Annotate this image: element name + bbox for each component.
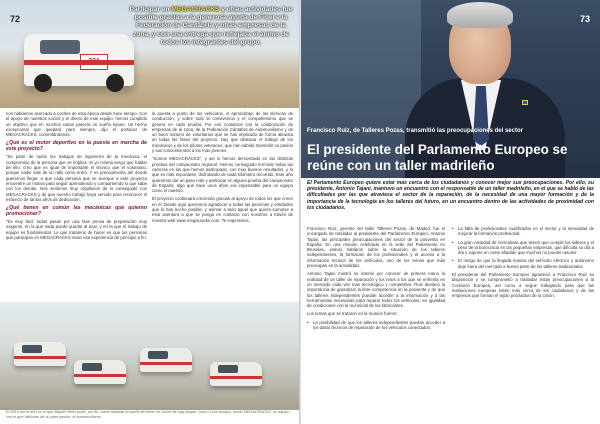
rally-car-photo [0,0,299,108]
right-page [301,0,600,424]
rally-car-3 [140,348,192,372]
photo-caption: El 2014 fue el año en el que Miguel Vélez pudo, por fin, hacer realidad el sueño de tener un coche de rally propio. Junto a sus amigos, fundó MEGACRACKS, un equipo con el que disfrutan de su gran pasión: el automovilismo. [6,410,290,419]
body-paragraph: la puesta a punto de los vehículos, el aprendizaje de las técnicas de conducción, y sobre todo la convivencia y el compañerismo que se genera en cada prueba. Por eso contamos con la colaboración de empresas de la zona, de la Federación Cántabra de Automovilismo y de un buen número de voluntarios que se han implicado de forma altruista en todas las fases del proyecto. Hay que destacar el trabajo de los mecánicos y de los pilotos veteranos, que han sabido transmitir su pasión y sus conocimientos a los más jóvenes. [152,111,293,154]
page-number-right: 73 [579,14,590,24]
photo-overlay-quote [128,6,294,47]
overlay-line-1: Participar en [129,6,172,13]
left-column-2 [152,111,293,226]
rally-car-2 [74,360,126,384]
body-paragraph: "Es muy fácil: todas pasan por una fase previa de preparación muy exigente, en la que nada puede quedar al azar, y en la que el trabajo de equipo es fundamental. Lo que tratamos de hacer es que las personas que participan en MEGACRACKS vivan esa experiencia de principio a fin. [6,219,147,241]
rally-team-photo [0,302,299,410]
right-column-1 [307,226,445,333]
interview-question: ¿Qué es el motor deportivo en la puesta en marcha de este proyecto? [6,140,147,153]
bullet-item: • El riesgo de que la llegada masiva del vehículo eléctrico y autónomo deje fuera del mercado a buena parte de los talleres tradicionales. [452,258,594,269]
overlay-line-2: y otras actividades fue posible gracias a la generosa ayuda de Fidel e la Federación de Cantabria y otras empresas de la zona, y con una entrega que reflejaba el ánimo de todos los integrantes del grupo. [133,6,293,46]
rally-car-1 [14,342,66,366]
left-page [0,0,299,424]
right-column-2 [452,226,594,302]
bullet-item: • La falta de profesionales cualificados en el sector y la necesidad de mejorar la formación profesional. [452,226,594,237]
car-stripe [24,60,134,65]
body-paragraph: Francisco Ruiz, gerente del taller Talleres Pozas, de Madrid, fue el encargado de trasladar al presidente del Parlamento Europeo, Antonio Tajani, las principales preocupaciones del sector de la posventa en España. En una reunión celebrada en la sede del Parlamento en Bruselas, ambos hablaron sobre la situación de los talleres independientes, la formación de los profesionales y el acceso a la información técnica de los vehículos, uno de los temas que más preocupan en la actualidad. [307,226,445,269]
body-paragraph: "Se parte de todos los trabajos de ingeniería de la mecánica, el compromiso de la persona que se implica. Si yo misma tengo que hablar de ello, creo que es igual de importante el técnico que el voluntario, porque nadie sale de un rally como entró. Y es precisamente ahí donde queremos llegar, a que cada persona que se acerque a este proyecto encuentre un motivo para seguir aprendiendo y compartiendo lo que sabe con los demás. Nos sentimos muy orgullosos de lo conseguido con MEGACRACKS y de que nuestro trabajo haya servido para reconocer el esfuerzo de tantos años de dedicación. [6,154,147,202]
body-paragraph: Antonio Tajani mostró su interés por conocer de primera mano la realidad de un taller de reparación y los retos a los que se enfrenta en un mercado cada vez más tecnológico y competitivo. Ruiz destacó la importancia de garantizar la libre competencia en la posventa y de que los talleres independientes puedan acceder a la información y a las herramientas necesarias para reparar todos los vehículos, en igualdad de condiciones con la red oficial de los fabricantes. [307,271,445,309]
body-paragraph: El proyecto continuará creciendo gracias al apoyo de todos los que creen en él. Desde aquí queremos agradecer a todas las personas y entidades que lo han hecho posible, y animar a todo aquel que quiera sumarse a esta aventura a que se ponga en contacto con nosotros a través de nuestra web www.megacracks.com. Te esperamos. [152,196,293,223]
overlay-brand: MEGACRACKS [171,6,220,13]
rally-car-4 [210,362,262,386]
body-paragraph: Los temas que se trataron en la reunión fueron: [307,311,398,317]
article-lead: El Parlamento Europeo quiere estar más cerca de los ciudadanos y conocer mejor sus preocupaciones. Por ello, su presidente, Antonio Tajani, mantuvo un encuentro con el responsable de un taller madrileño, en el que se habló de las dificultades por las que atraviesa el sector de la reparación, de la necesidad de una mayor formación y de la importancia de la tecnología en los talleres del futuro, en un encuentro dentro de las actividades de proximidad con los ciudadanos. [307,180,594,211]
hair [447,2,513,28]
car-wheel [34,74,52,92]
eu-pin-icon [522,100,528,105]
bullet-item: • La posibilidad de que los talleres independientes puedan acceder a los datos técnicos de reparación de los vehículos conectados. [307,320,445,331]
page-number-left: 72 [10,14,21,24]
interview-question: ¿Qué tienen en común las mecánicas que quieren promocionar? [6,205,147,218]
article-kicker: Francisco Ruiz, de Talleres Pozas, transmitió las preocupaciones del sector [307,128,523,134]
article-title: El presidente del Parlamento Europeo se reúne con un taller madrileño [307,142,568,173]
body-paragraph: El presidente del Parlamento Europeo agradeció a Francisco Ruiz su disposición y se comprometió a trasladar estas preocupaciones a la Comisión Europea, así como a seguir trabajando para que las instituciones europeas estén más cerca de los ciudadanos y de las empresas que forman el tejido productivo de la Unión. [452,272,594,299]
body-paragraph: "Somos MEGACRACKS", y así lo hemos demostrado en las distintas pruebas del campeonato regional. Hemos conseguido terminar todas las carreras en las que hemos participado, con muy buenos resultados, y lo que es más importante, disfrutando de cada kilómetro recorrido. Este año queremos dar un paso más y participar en alguna prueba del campeonato de España, algo que hace unos años era impensable para un equipo como el nuestro. [152,156,293,194]
car-wheel [106,74,124,92]
body-paragraph: nos habíamos acercado a coches de esta época desde hace tiempo. Con el apoyo de nuestros socios y el dinero de este equipo, hemos cumplido un objetivo que en muchos casos parecía un sueño lejano. Un hecho excepcional que quedará para siempre, dijo el portavoz de MEGACRACKS, comentándonos. [6,111,147,138]
bullet-item: • La gran cantidad de normativas que tienen que cumplir los talleres y el peso de la burocracia en las pequeñas empresas, que dificulta su día a día y supone un coste añadido que muchos no pueden asumir. [452,240,594,256]
left-column-1 [6,111,147,243]
